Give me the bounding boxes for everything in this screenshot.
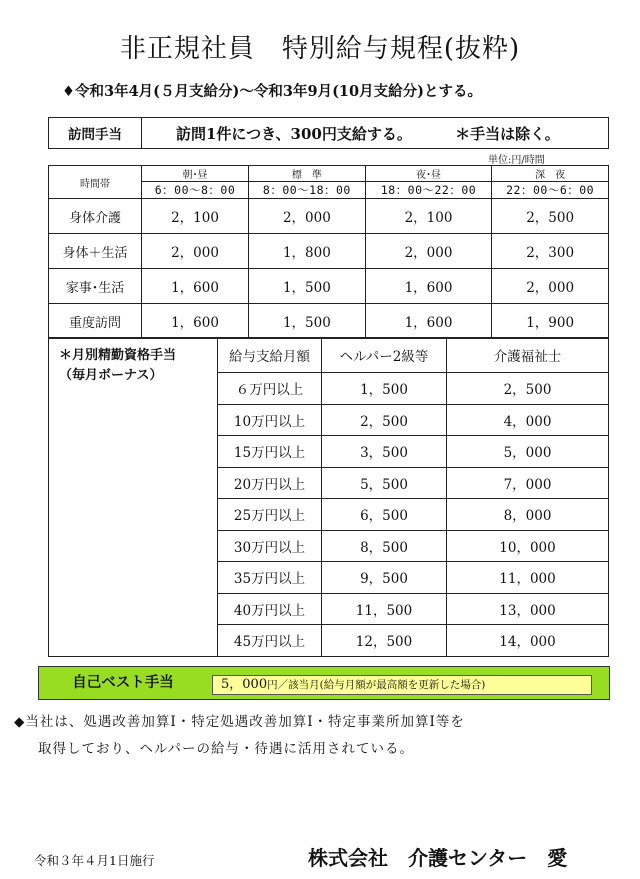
monthly-bonus-label	[49, 338, 218, 657]
company-name: 株式会社 介護センター 愛	[308, 846, 568, 870]
col-header: 朝･昼	[142, 166, 249, 182]
col-hours: 22：00～6：00	[492, 182, 609, 199]
col-hours: 18：00～22：00	[365, 182, 491, 199]
time-band-header: 時間帯	[49, 166, 142, 199]
col-header: 深 夜	[492, 166, 609, 182]
col-hours: 6：00～8：00	[142, 182, 249, 199]
rate-cell: 2，500	[492, 199, 609, 234]
unit-note: 単位:円/時間	[488, 155, 545, 166]
helper-amount: 3，500	[322, 436, 447, 468]
rate-cell: 2，000	[365, 234, 491, 269]
rate-cell: 2，000	[142, 234, 249, 269]
visit-allowance-amount: 訪問1件につき、300円支給する。	[176, 124, 412, 143]
helper-amount: 8，500	[322, 530, 447, 562]
best-allowance-detail: 円／該当月(給与月額が最高額を更新した場合)	[267, 679, 486, 691]
helper-amount: 12，500	[322, 625, 447, 657]
monthly-bonus-title: ＊月別精勤資格手当	[59, 348, 177, 363]
helper-amount: 5，500	[322, 467, 447, 499]
rate-cell: 1，900	[492, 304, 609, 339]
table-row	[49, 234, 609, 269]
monthly-bonus-subtitle: （毎月ボーナス）	[59, 368, 163, 383]
row-label: 身体＋生活	[49, 234, 142, 269]
caregiver-amount: 14，000	[447, 625, 609, 657]
period-note: ♦令和3年4月(５月支給分)～令和3年9月(10月支給分)とする。	[62, 83, 482, 100]
row-label: 重度訪問	[49, 304, 142, 339]
caregiver-amount: 11，000	[447, 562, 609, 594]
best-allowance-amount: 5，000	[221, 677, 268, 692]
caregiver-amount: 5，000	[447, 436, 609, 468]
best-allowance-value	[212, 675, 592, 695]
caregiver-amount: 10，000	[447, 530, 609, 562]
monthly-bonus-table	[48, 337, 609, 657]
col-header: 介護福祉士	[447, 338, 609, 373]
footnote-line-1: ◆当社は、処遇改善加算Ⅰ・特定処遇改善加算Ⅰ・特定事業所加算Ⅰ等を	[14, 714, 465, 730]
helper-amount: 6，500	[322, 499, 447, 531]
salary-tier: 15万円以上	[218, 436, 322, 468]
page-title: 非正規社員 特別給与規程(抜粋)	[119, 34, 521, 64]
col-header: 給与支給月額	[218, 338, 322, 373]
salary-tier: 10万円以上	[218, 404, 322, 436]
rate-cell: 2，300	[492, 234, 609, 269]
rate-cell: 2，000	[249, 199, 366, 234]
row-label: 身体介護	[49, 199, 142, 234]
helper-amount: 11，500	[322, 593, 447, 625]
salary-tier: 20万円以上	[218, 467, 322, 499]
visit-allowance-value	[142, 118, 609, 149]
table-row	[49, 304, 609, 339]
salary-tier: 25万円以上	[218, 499, 322, 531]
salary-tier: 35万円以上	[218, 562, 322, 594]
caregiver-amount: 13，000	[447, 593, 609, 625]
salary-tier: 30万円以上	[218, 530, 322, 562]
rate-cell: 2，100	[365, 199, 491, 234]
table-row	[49, 269, 609, 304]
best-allowance-label: 自己ベスト手当	[72, 674, 174, 691]
salary-tier: ６万円以上	[218, 373, 322, 405]
rate-cell: 2，100	[142, 199, 249, 234]
visit-allowance-label: 訪問手当	[49, 118, 142, 149]
col-header: ヘルパー2級等	[322, 338, 447, 373]
col-header: 夜･昼	[365, 166, 491, 182]
rate-cell: 1，600	[365, 304, 491, 339]
visit-allowance-note: ＊手当は除く。	[455, 124, 560, 143]
rate-cell: 2，000	[492, 269, 609, 304]
rate-cell: 1，800	[249, 234, 366, 269]
caregiver-amount: 2，500	[447, 373, 609, 405]
salary-tier: 40万円以上	[218, 593, 322, 625]
helper-amount: 1，500	[322, 373, 447, 405]
rate-cell: 1，500	[249, 269, 366, 304]
visit-allowance-table	[48, 117, 609, 149]
hourly-rate-table	[48, 165, 609, 339]
helper-amount: 9，500	[322, 562, 447, 594]
effective-date: 令和３年４月1日施行	[34, 853, 155, 868]
col-header: 標 準	[249, 166, 366, 182]
salary-tier: 45万円以上	[218, 625, 322, 657]
caregiver-amount: 4，000	[447, 404, 609, 436]
rate-cell: 1，500	[249, 304, 366, 339]
rate-cell: 1，600	[142, 269, 249, 304]
table-row	[49, 199, 609, 234]
rate-cell: 1，600	[142, 304, 249, 339]
col-hours: 8：00～18：00	[249, 182, 366, 199]
caregiver-amount: 8，000	[447, 499, 609, 531]
row-label: 家事･生活	[49, 269, 142, 304]
caregiver-amount: 7，000	[447, 467, 609, 499]
footnote-line-2: 取得しており、ヘルパーの給与・待遇に活用されている。	[38, 741, 415, 757]
helper-amount: 2，500	[322, 404, 447, 436]
rate-cell: 1，600	[365, 269, 491, 304]
